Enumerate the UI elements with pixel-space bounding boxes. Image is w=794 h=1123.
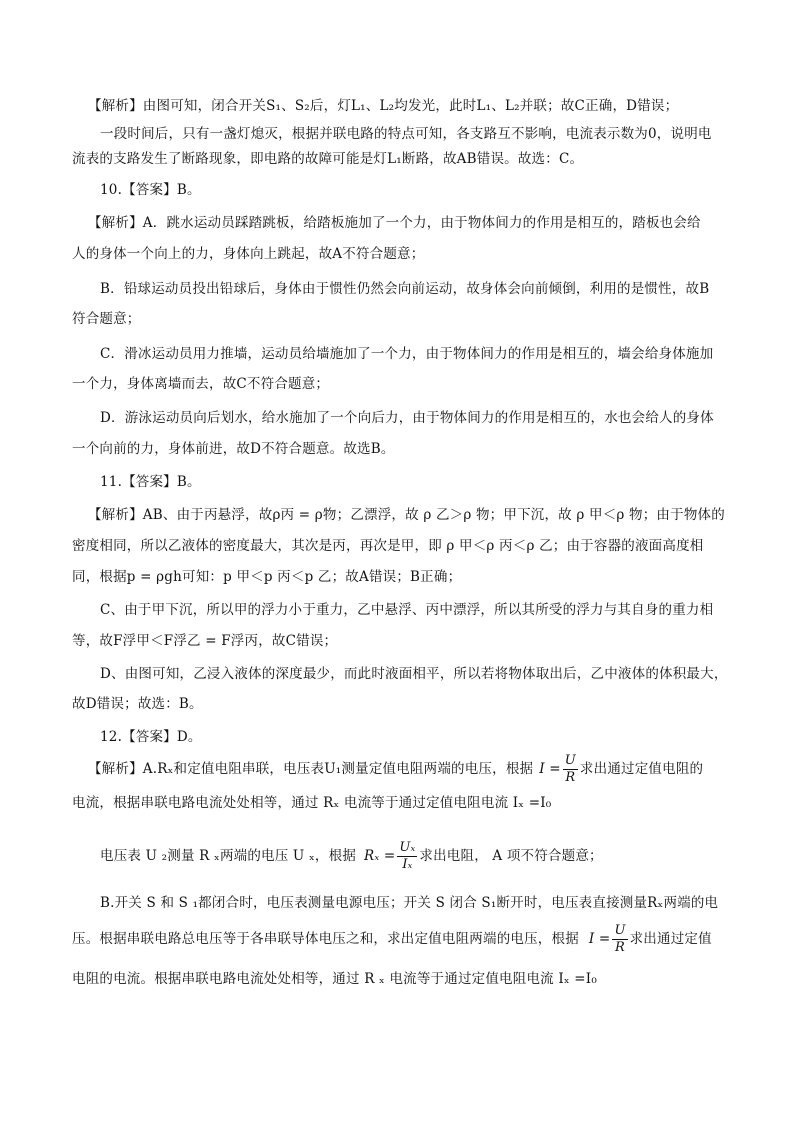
paragraph-line: 【解析】由图可知，闭合开关S₁、S₂后，灯L₁、L₂均发光，此时L₁、L₂并联；故C正确，D错误； — [88, 98, 679, 114]
formula-denominator: Iₓ — [402, 856, 413, 872]
paragraph-line: 同，根据p = ρgh可知：p 甲＜p 丙＜p 乙；故A错误；B正确； — [72, 569, 462, 585]
paragraph-line: 一个力，身体离墙而去，故C不符合题意； — [72, 376, 330, 392]
formula-numerator: Uₓ — [399, 839, 416, 855]
paragraph-line-with-formula — [72, 922, 712, 956]
paragraph-line: 电阻的电流。根据串联电路电流处处相等，通过 R ₓ 电流等于通过定值电阻电流 Iₓ =I₀ — [72, 971, 597, 987]
paragraph-line: 一个向前的力，身体前进，故D不符合题意。故选B。 — [72, 441, 395, 457]
paragraph-line: D．游泳运动员向后划水，给水施加了一个向后力，由于物体间力的作用是相互的，水也会给人的身体 — [100, 410, 714, 426]
paragraph-line: 电流，根据串联电路电流处处相等，通过 Rₓ 电流等于通过定值电阻电流 Iₓ =I₀ — [72, 795, 552, 811]
paragraph-line: 等，故F浮甲＜F浮乙 = F浮丙，故C错误； — [72, 633, 338, 649]
paragraph-line: C、由于甲下沉，所以甲的浮力小于重力，乙中悬浮、丙中漂浮，所以其所受的浮力与其自身的重力相 — [100, 602, 714, 618]
paragraph-line: B.开关 S 和 S ₁都闭合时，电压表测量电源电压；开关 S 闭合 S₁断开时，电压表直接测量Rₓ两端的电 — [100, 895, 719, 911]
paragraph-line: 人的身体一个向上的力，身体向上跳起，故A不符合题意； — [72, 246, 425, 262]
paragraph-line: 【解析】AB、由于丙悬浮，故ρ丙 = ρ物；乙漂浮，故 ρ 乙＞ρ 物；甲下沉，故 ρ 甲＜ρ 物；由于物体的 — [88, 507, 725, 523]
paragraph-line-with-formula — [100, 838, 603, 874]
text-segment: 压。根据串联电路总电压等于各串联导体电压之和，求出定值电阻两端的电压，根据 — [72, 931, 579, 947]
paragraph-line: 【解析】A．跳水运动员踩踏跳板，给踏板施加了一个力，由于物体间力的作用是相互的，踏板也会给 — [88, 215, 701, 231]
text-segment: 求出电阻， A 项不符合题意； — [419, 848, 603, 864]
paragraph-line: 密度相同，所以乙液体的密度最大，其次是丙，再次是甲，即 ρ 甲＜ρ 丙＜ρ 乙；由于容器的液面高度相 — [72, 538, 704, 554]
formula-fraction — [397, 840, 417, 873]
formula-lhs: Rₓ = — [364, 848, 396, 864]
formula-lhs: I = — [588, 931, 611, 947]
paragraph-line: C．滑冰运动员用力推墙，运动员给墙施加了一个力，由于物体间力的作用是相互的，墙会给身体施加 — [100, 346, 714, 362]
paragraph-line: 故D错误；故选：B。 — [72, 696, 203, 712]
paragraph-line: 符合题意； — [72, 311, 141, 327]
paragraph-line: D、由图可知，乙浸入液体的深度最少，而此时液面相平，所以若将物体取出后，乙中液体的体积最大， — [100, 666, 728, 682]
formula-fraction — [612, 923, 627, 956]
formula-numerator: U — [614, 922, 626, 938]
paragraph-line: B．铅球运动员投出铅球后，身体由于惯性仍然会向前运动，故身体会向前倾倒，利用的是惯性，故B — [100, 281, 710, 297]
paragraph-line: 一段时间后，只有一盏灯熄灭，根据并联电路的特点可知，各支路互不影响，电流表示数为0，说明电 — [100, 126, 712, 142]
formula-denominator: R — [615, 939, 626, 955]
formula-numerator: U — [564, 752, 576, 768]
text-segment: 求出通过定值电阻的 — [579, 761, 704, 777]
formula-denominator: R — [565, 769, 576, 785]
answer-heading: 10.【答案】B。 — [100, 182, 201, 198]
paragraph-line-with-formula — [88, 752, 703, 786]
formula-lhs: I = — [539, 761, 561, 777]
text-segment: 电压表 U ₂测量 R ₓ两端的电压 U ₓ，根据 — [100, 848, 357, 864]
answer-heading: 12.【答案】D。 — [100, 729, 202, 745]
paragraph-line: 流表的支路发生了断路现象，即电路的故障可能是灯L₁断路，故AB错误。故选：C。 — [72, 151, 584, 167]
text-segment: 【解析】A.Rₓ和定值电阻串联，电压表U₁测量定值电阻两端的电压，根据 — [88, 761, 534, 777]
formula-fraction — [563, 753, 578, 786]
answer-heading: 11.【答案】B。 — [100, 474, 201, 490]
text-segment: 求出通过定值 — [629, 931, 712, 947]
